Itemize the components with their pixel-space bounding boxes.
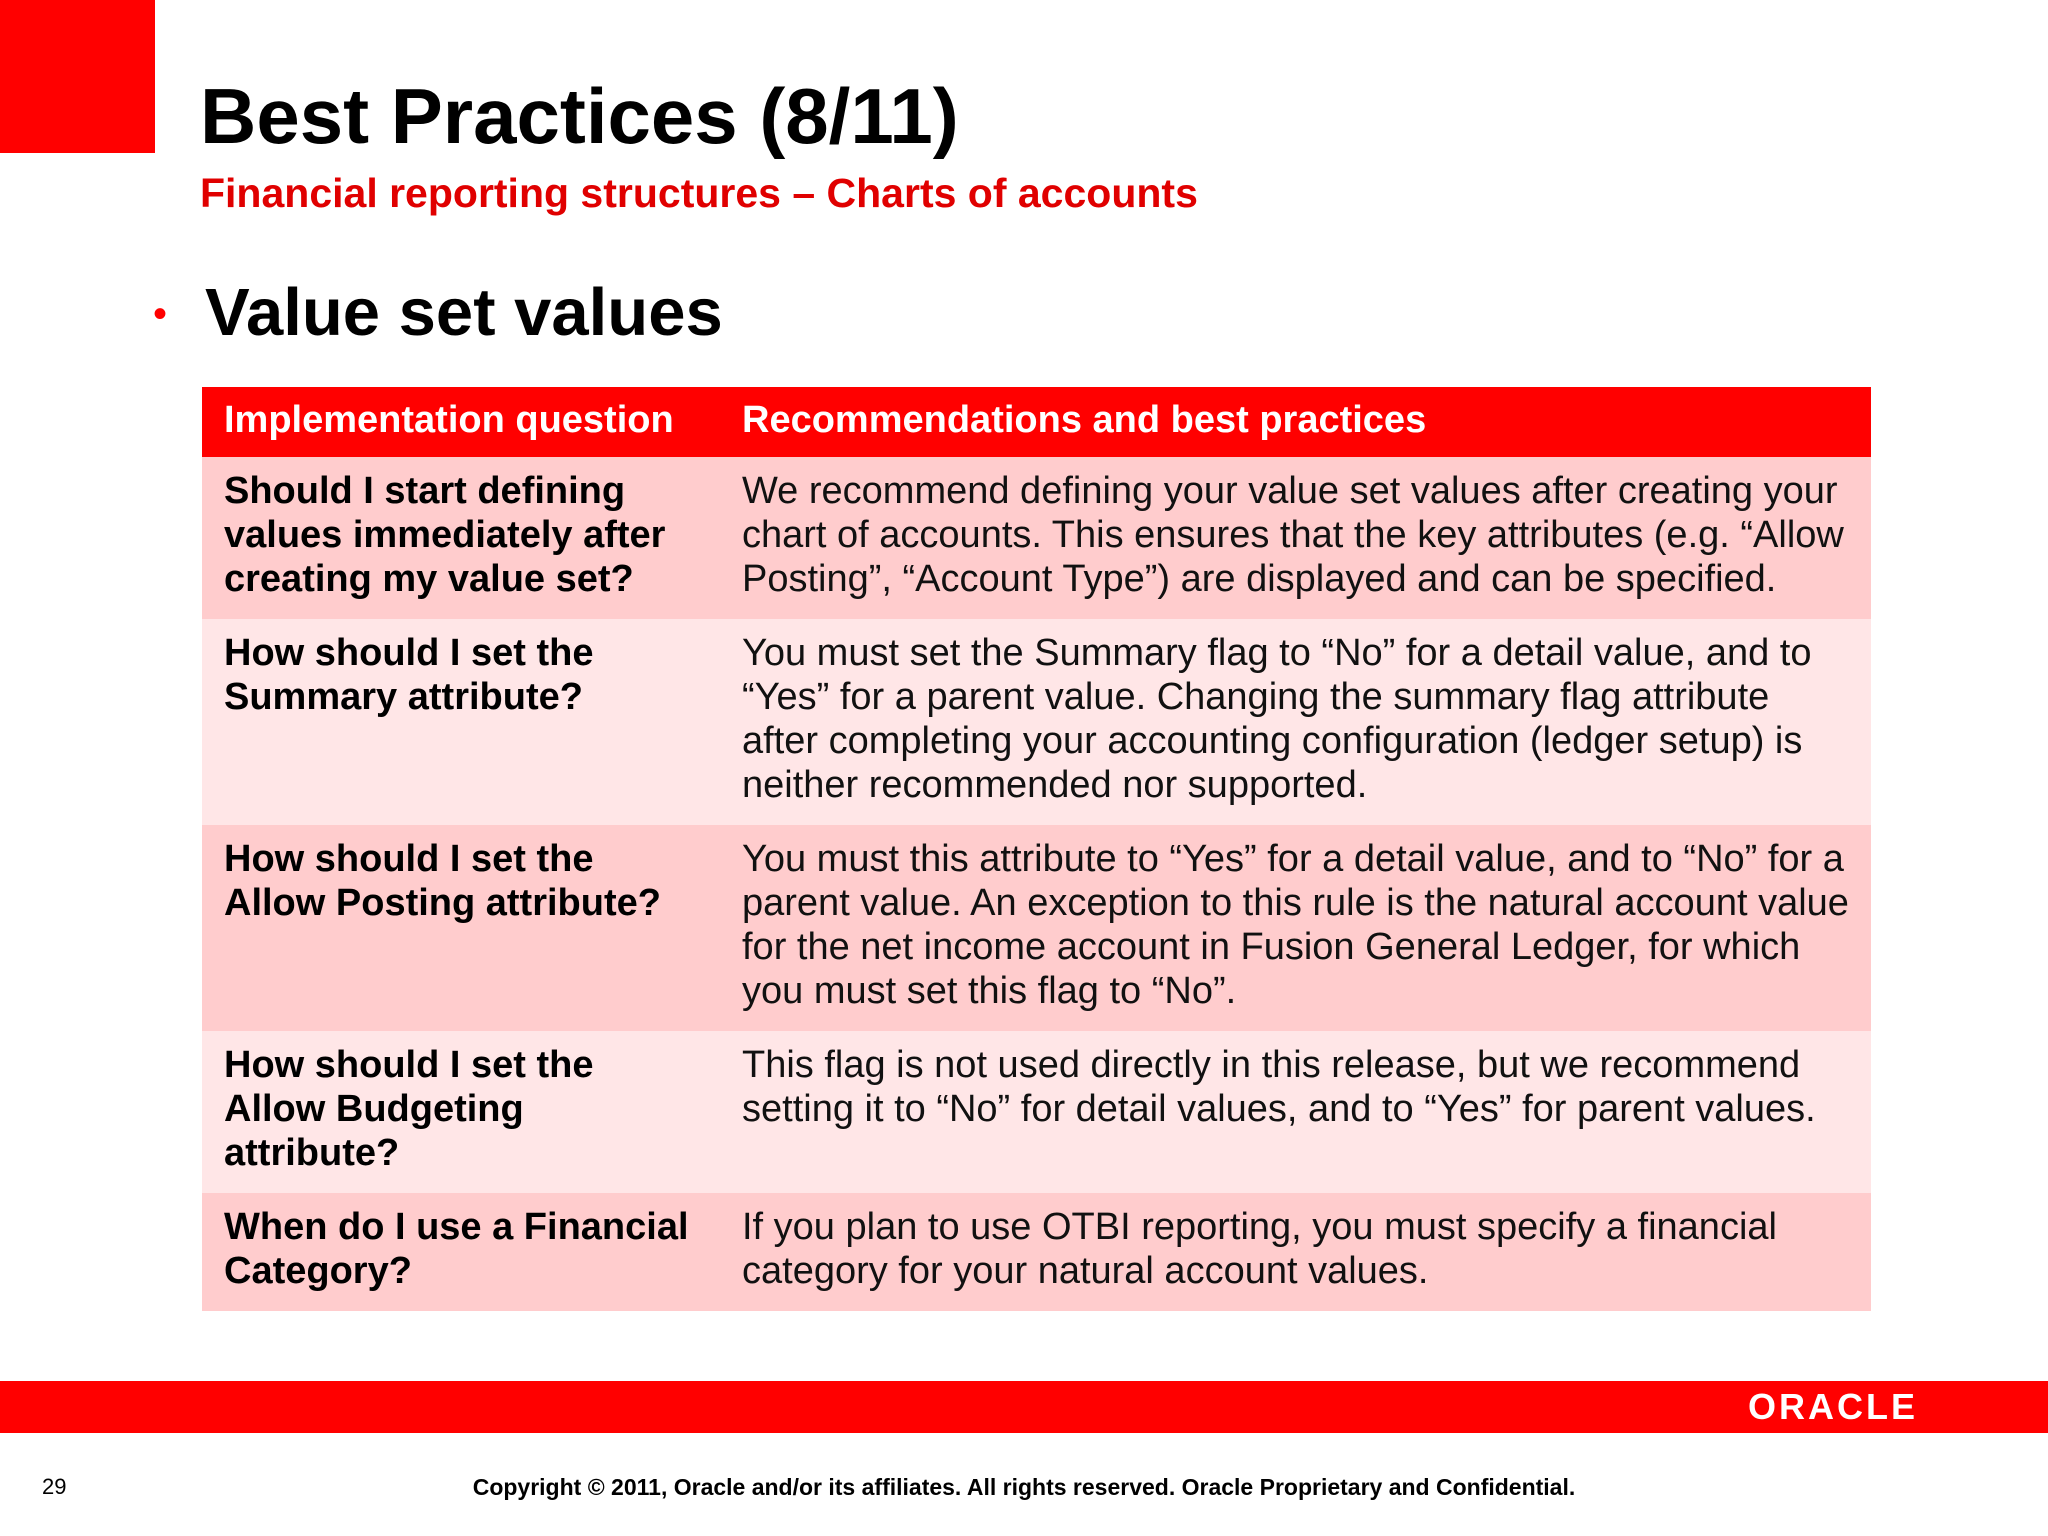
corner-accent-block	[0, 0, 155, 153]
table-row	[202, 619, 1871, 825]
table-row	[202, 825, 1871, 1031]
page-number: 29	[42, 1474, 67, 1499]
question-cell: When do I use a Financial Category?	[202, 1193, 720, 1311]
best-practices-table	[202, 387, 1871, 1311]
table-row	[202, 1031, 1871, 1193]
answer-cell: We recommend defining your value set values after creating your chart of accounts. This ensures that the key attributes (e.g. “Allow Posting”, “Account Type”) are displayed and can be specified.	[720, 457, 1871, 619]
oracle-logo: ORACLE	[1748, 1386, 1918, 1427]
answer-cell: You must this attribute to “Yes” for a detail value, and to “No” for a parent value. An exception to this rule is the natural account value for the net income account in Fusion General Ledger, for which you must set this flag to “No”.	[720, 825, 1871, 1031]
answer-cell: You must set the Summary flag to “No” for a detail value, and to “Yes” for a parent value. Changing the summary flag attribute after completing your accounting configuration (ledger setup) is neither recommended nor supported.	[720, 619, 1871, 825]
slide-subtitle: Financial reporting structures – Charts of accounts	[200, 170, 1198, 216]
question-cell: How should I set the Allow Posting attribute?	[202, 825, 720, 1031]
table-header-row	[202, 387, 1871, 457]
column-header-recommendation: Recommendations and best practices	[720, 387, 1871, 457]
bullet-heading	[153, 276, 723, 350]
column-header-question: Implementation question	[202, 387, 720, 457]
bullet-text: Value set values	[205, 275, 723, 350]
question-cell: How should I set the Summary attribute?	[202, 619, 720, 825]
question-cell: Should I start defining values immediately after creating my value set?	[202, 457, 720, 619]
answer-cell: If you plan to use OTBI reporting, you must specify a financial category for your natural account values.	[720, 1193, 1871, 1311]
copyright-notice: Copyright © 2011, Oracle and/or its affiliates. All rights reserved. Oracle Proprietary and Confidential.	[472, 1474, 1576, 1500]
answer-cell: This flag is not used directly in this release, but we recommend setting it to “No” for detail values, and to “Yes” for parent values.	[720, 1031, 1871, 1193]
table-row	[202, 1193, 1871, 1311]
bullet-icon: •	[153, 292, 168, 336]
question-cell: How should I set the Allow Budgeting attribute?	[202, 1031, 720, 1193]
table-row	[202, 457, 1871, 619]
footer-bar	[0, 1381, 2048, 1433]
slide-title: Best Practices (8/11)	[200, 72, 959, 160]
